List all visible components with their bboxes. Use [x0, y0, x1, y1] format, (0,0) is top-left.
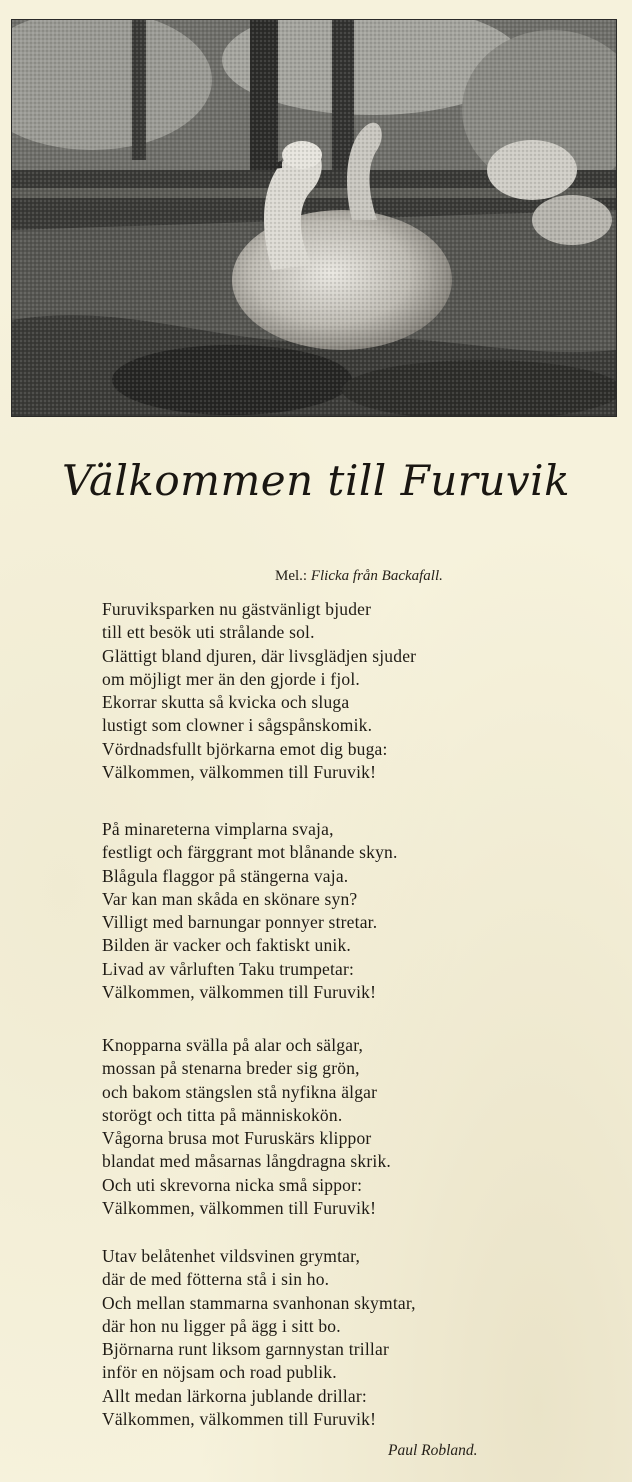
verse-line: Ekorrar skutta så kvicka och sluga [102, 692, 350, 713]
verse-line: inför en nöjsam och road publik. [102, 1362, 337, 1383]
verse-line: Och uti skrevorna nicka små sippor: [102, 1174, 363, 1195]
stanza-3 [102, 1034, 391, 1220]
verse-line: Var kan man skåda en skönare syn? [102, 888, 358, 909]
verse-line: lustigt som clowner i sågspånskomik. [102, 715, 373, 736]
verse-line: där de med fötterna stå i sin ho. [102, 1269, 330, 1290]
verse-line: Knopparna svälla på alar och sälgar, [102, 1035, 364, 1055]
verse-line: Välkommen, välkommen till Furuvik! [102, 1198, 377, 1219]
verse-line: Villigt med barnungar ponnyer stretar. [102, 912, 378, 933]
verse-line: festligt och färggrant mot blånande skyn. [102, 842, 398, 863]
verse-line: om möjligt mer än den gjorde i fjol. [102, 668, 360, 689]
verse-line: Och mellan stammarna svanhonan skymtar, [102, 1292, 416, 1313]
verse-line: mossan på stenarna breder sig grön, [102, 1058, 360, 1079]
stanza-4 [102, 1245, 416, 1431]
page-title: Välkommen till Furuvik [61, 456, 571, 505]
verse-line: Livad av vårluften Taku trumpetar: [102, 958, 355, 979]
verse-line: Bilden är vacker och faktiskt unik. [102, 935, 352, 956]
verse-line: Välkommen, välkommen till Furuvik! [102, 1409, 377, 1430]
stanza-1 [102, 598, 416, 784]
verse-line: till ett besök uti strålande sol. [102, 622, 315, 643]
verse-line: storögt och titta på människokön. [102, 1104, 343, 1125]
melody-label: Mel.: [275, 568, 308, 584]
verse-line: Vågorna brusa mot Furuskärs klippor [102, 1128, 372, 1149]
swan-photograph [12, 20, 616, 416]
verse-line: Välkommen, välkommen till Furuvik! [102, 762, 377, 783]
verse-line: där hon nu ligger på ägg i sitt bo. [102, 1315, 341, 1336]
melody-tune: Flicka från Backafall. [310, 568, 443, 584]
verse-line: Björnarna runt liksom garnnystan trillar [102, 1339, 389, 1360]
verse-line: Blågula flaggor på stängerna vaja. [102, 865, 349, 886]
verse-line: Välkommen, välkommen till Furuvik! [102, 982, 377, 1003]
author-signature: Paul Robland. [388, 1442, 478, 1459]
stanza-2 [102, 818, 398, 1004]
verse-line: Allt medan lärkorna jublande drillar: [102, 1385, 367, 1406]
verse-line: På minareterna vimplarna svaja, [102, 819, 334, 839]
verse-line: och bakom stängslen stå nyfikna älgar [102, 1081, 378, 1102]
verse-line: blandat med måsarnas långdragna skrik. [102, 1151, 391, 1172]
verse-line: Glättigt bland djuren, där livsglädjen sjuder [102, 645, 417, 666]
verse-line: Furuviksparken nu gästvänligt bjuder [102, 599, 372, 619]
melody-note [275, 568, 443, 585]
verse-line: Utav belåtenhet vildsvinen grymtar, [102, 1246, 361, 1266]
verse-line: Vördnadsfullt björkarna emot dig buga: [102, 738, 388, 759]
